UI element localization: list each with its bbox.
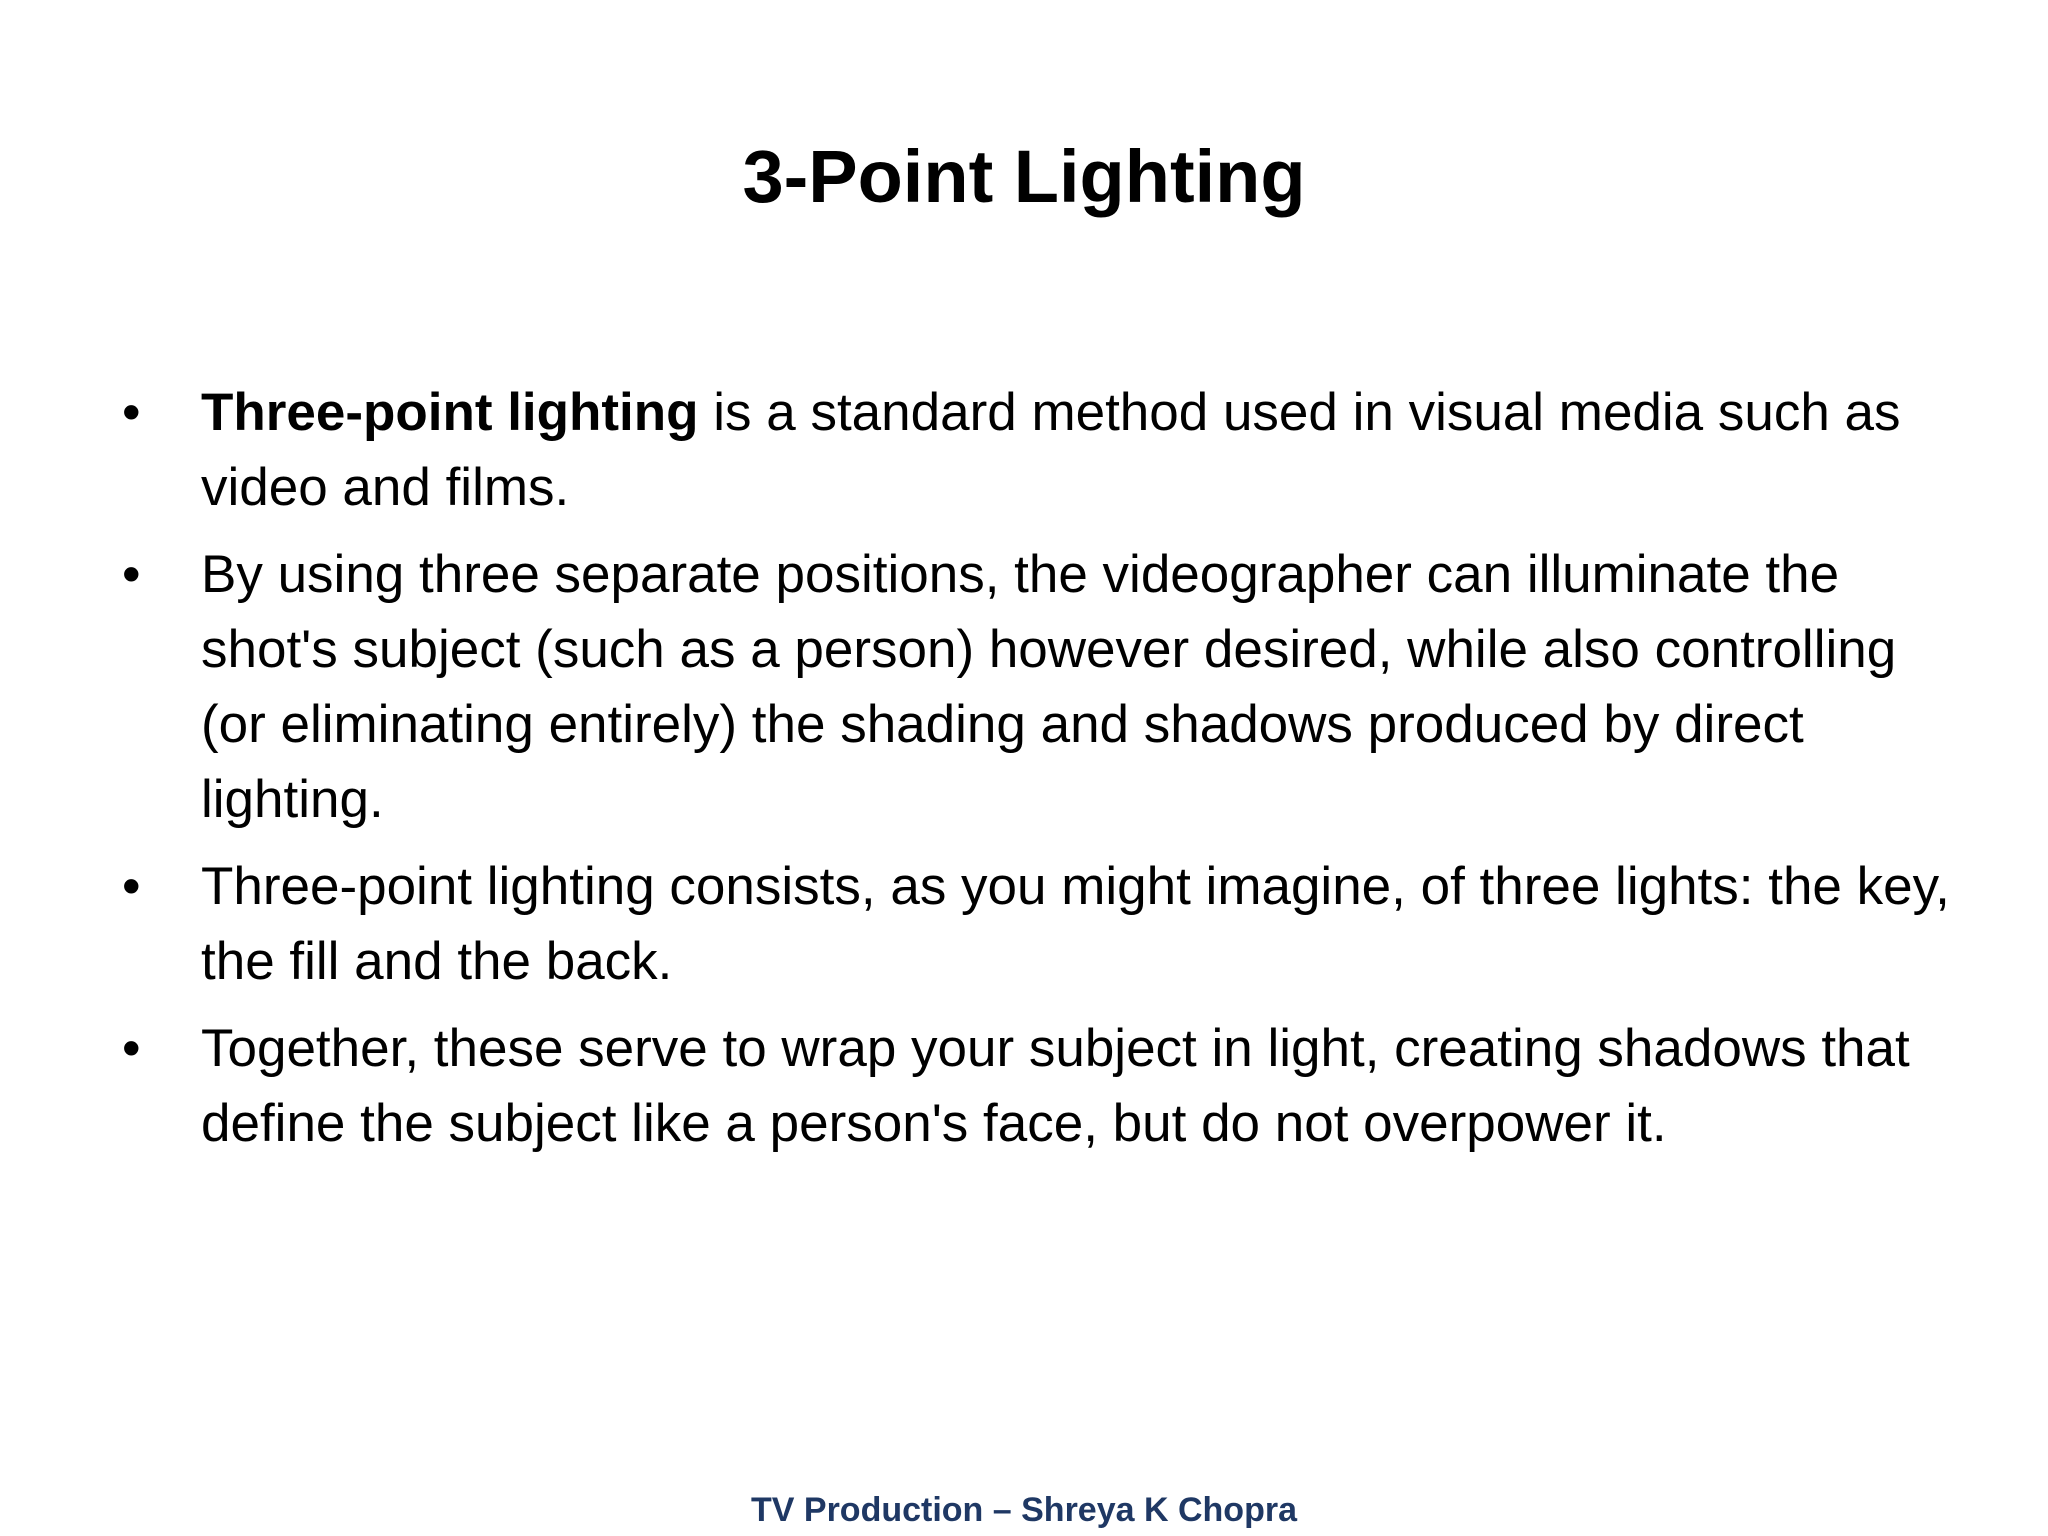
bullet-text: Three-point lighting consists, as you might imagine, of three lights: the key, the fill and the back.	[201, 857, 1950, 991]
bullet-item	[120, 375, 1950, 525]
bullet-icon: •	[122, 857, 141, 916]
slide-footer: TV Production – Shreya K Chopra	[751, 1491, 1297, 1529]
bullet-icon: •	[122, 545, 141, 604]
bullet-icon: •	[122, 383, 141, 442]
bullet-icon: •	[122, 1019, 141, 1078]
bullet-item	[120, 849, 1950, 999]
bullet-list	[120, 375, 1950, 1173]
slide-title: 3-Point Lighting	[742, 135, 1306, 218]
bullet-text: By using three separate positions, the videographer can illuminate the shot's subject (such as a person) however desired, while also controlling (or eliminating entirely) the shading and shadows produced by direct lighting.	[201, 545, 1897, 829]
bullet-item	[120, 1011, 1950, 1161]
bullet-text: Together, these serve to wrap your subject in light, creating shadows that define the subject like a person's face, but do not overpower it.	[201, 1019, 1910, 1153]
bullet-item	[120, 537, 1950, 837]
bullet-text: is a standard method used in visual media such as video and films.	[201, 383, 1901, 517]
bullet-bold-term: Three-point lighting	[201, 383, 699, 442]
